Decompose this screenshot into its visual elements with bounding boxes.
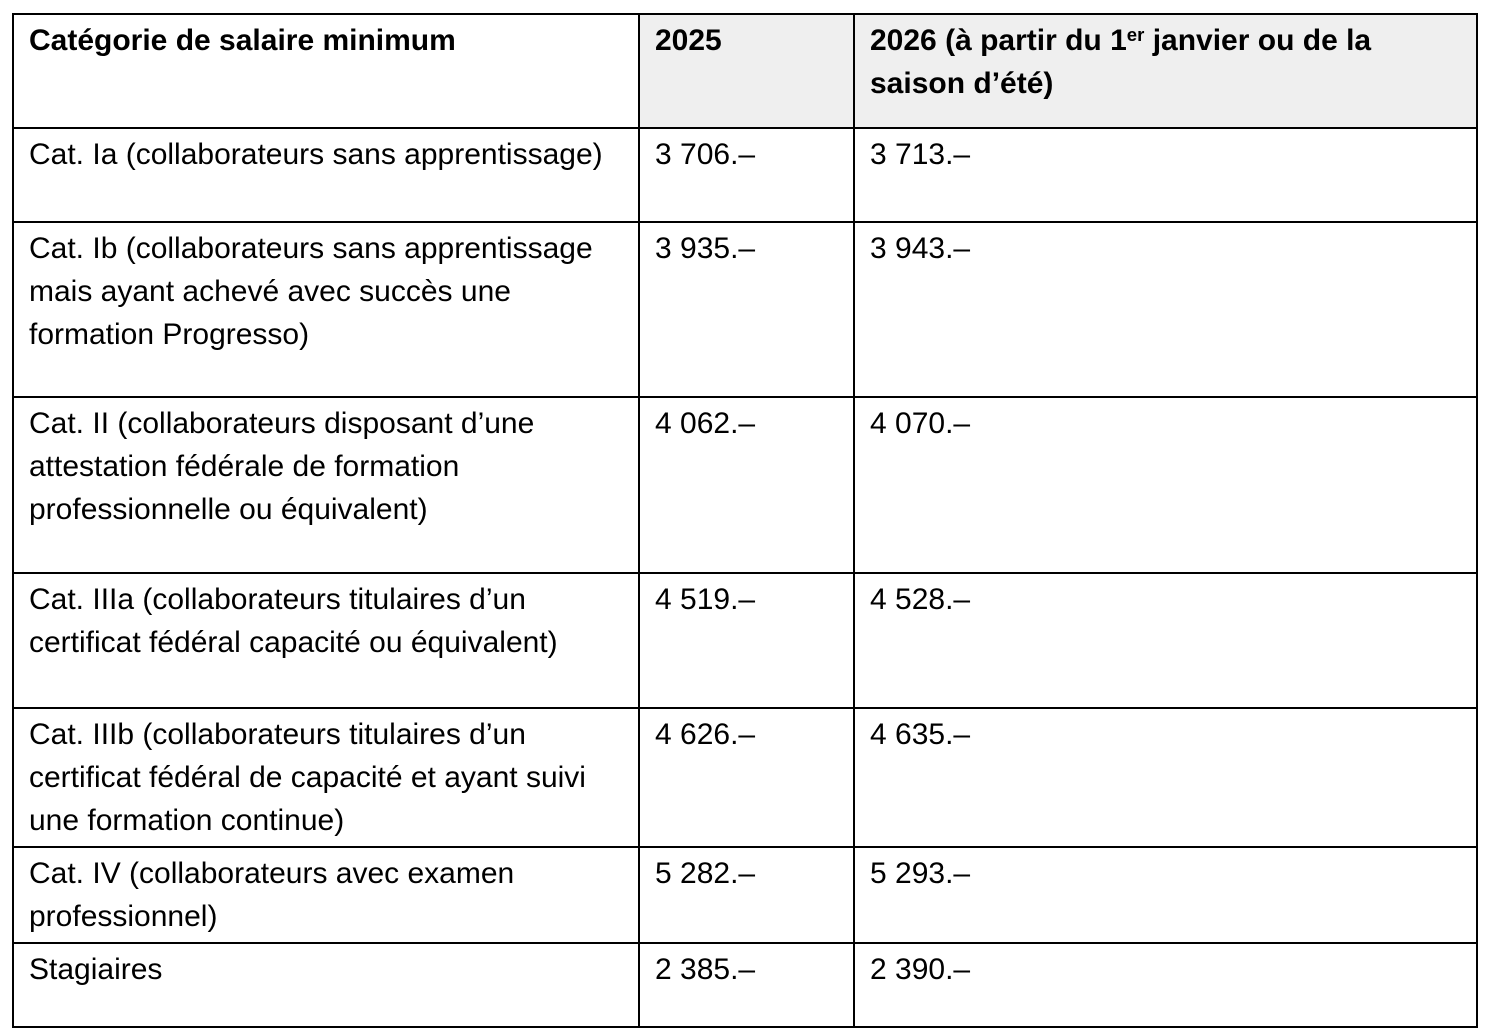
table-row: [13, 573, 1477, 708]
salary-2026-cell: 3 713.–: [854, 128, 1477, 222]
table-row: [13, 847, 1477, 943]
minimum-salary-table: [12, 13, 1478, 1028]
table-row: [13, 708, 1477, 847]
salary-2026-cell: 4 070.–: [854, 397, 1477, 573]
category-cell: Stagiaires: [13, 943, 639, 1027]
salary-2025-cell: 3 706.–: [639, 128, 854, 222]
salary-2025-cell: 4 519.–: [639, 573, 854, 708]
header-2026-prefix: 2026 (à partir du 1: [870, 24, 1127, 57]
category-cell: Cat. IIIb (collaborateurs titulaires d’un certificat fédéral de capacité et ayant suivi une formation continue): [13, 708, 639, 847]
salary-2026-cell: 2 390.–: [854, 943, 1477, 1027]
category-cell: Cat. IIIa (collaborateurs titulaires d’un certificat fédéral capacité ou équivalent): [13, 573, 639, 708]
category-cell: Cat. Ia (collaborateurs sans apprentissage): [13, 128, 639, 222]
salary-2025-cell: 2 385.–: [639, 943, 854, 1027]
header-2025: 2025: [639, 14, 854, 128]
salary-2026-cell: 3 943.–: [854, 222, 1477, 397]
table-row: [13, 943, 1477, 1027]
salary-2025-cell: 4 626.–: [639, 708, 854, 847]
table-row: [13, 128, 1477, 222]
category-cell: Cat. Ib (collaborateurs sans apprentissage mais ayant achevé avec succès une formation Progresso): [13, 222, 639, 397]
header-2026-suffix: janvier ou de la saison d’été): [870, 24, 1372, 100]
header-2026: [854, 14, 1477, 128]
salary-2025-cell: 3 935.–: [639, 222, 854, 397]
salary-2026-cell: 4 635.–: [854, 708, 1477, 847]
salary-2026-cell: 5 293.–: [854, 847, 1477, 943]
header-category: Catégorie de salaire minimum: [13, 14, 639, 128]
header-2026-superscript: er: [1126, 24, 1145, 45]
salary-2025-cell: 5 282.–: [639, 847, 854, 943]
category-cell: Cat. II (collaborateurs disposant d’une attestation fédérale de formation professionnelle ou équivalent): [13, 397, 639, 573]
table-row: [13, 397, 1477, 573]
salary-2026-cell: 4 528.–: [854, 573, 1477, 708]
category-cell: Cat. IV (collaborateurs avec examen professionnel): [13, 847, 639, 943]
salary-2025-cell: 4 062.–: [639, 397, 854, 573]
table-header-row: [13, 14, 1477, 128]
table-row: [13, 222, 1477, 397]
